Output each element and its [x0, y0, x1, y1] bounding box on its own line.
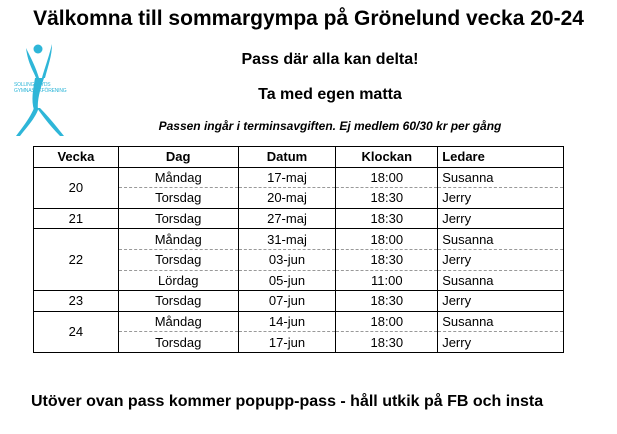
logo-text: [14, 82, 76, 94]
leader-cell: Jerry: [438, 332, 564, 353]
time-cell: 18:30: [336, 332, 438, 353]
leader-cell: Susanna: [438, 229, 564, 250]
day-cell: Måndag: [118, 167, 238, 188]
table-row: [34, 291, 564, 312]
leader-cell: Susanna: [438, 270, 564, 291]
subtitle-bring-mat: Ta med egen matta: [258, 86, 402, 103]
day-cell: Måndag: [118, 311, 238, 332]
subtitle-all-can-join: Pass där alla kan delta!: [241, 51, 419, 68]
table-row: [34, 167, 564, 188]
date-cell: 14-jun: [238, 311, 336, 332]
date-cell: 03-jun: [238, 249, 336, 270]
date-cell: 31-maj: [238, 229, 336, 250]
time-cell: 18:00: [336, 311, 438, 332]
header-klockan: Klockan: [336, 147, 438, 168]
date-cell: 17-jun: [238, 332, 336, 353]
date-cell: 07-jun: [238, 291, 336, 312]
logo-line1: SOLLINGARYDS: [14, 82, 51, 88]
day-cell: Torsdag: [118, 249, 238, 270]
date-cell: 20-maj: [238, 188, 336, 209]
page-title: Välkomna till sommargympa på Grönelund vecka 20-24: [33, 7, 584, 30]
day-cell: Torsdag: [118, 291, 238, 312]
day-cell: Torsdag: [118, 188, 238, 209]
table-row: [34, 208, 564, 229]
week-number: 22: [34, 229, 119, 291]
logo-line2: GYMNASTIKFÖRENING: [14, 88, 67, 94]
header-ledare: Ledare: [438, 147, 564, 168]
date-cell: 27-maj: [238, 208, 336, 229]
week-number: 21: [34, 208, 119, 229]
week-number: 24: [34, 311, 119, 352]
leader-cell: Susanna: [438, 167, 564, 188]
date-cell: 17-maj: [238, 167, 336, 188]
time-cell: 18:00: [336, 229, 438, 250]
leader-cell: Jerry: [438, 291, 564, 312]
schedule-table: [33, 146, 564, 353]
leader-cell: Jerry: [438, 208, 564, 229]
day-cell: Torsdag: [118, 208, 238, 229]
time-cell: 18:30: [336, 249, 438, 270]
header-datum: Datum: [238, 147, 336, 168]
time-cell: 18:30: [336, 208, 438, 229]
table-header-row: [34, 147, 564, 168]
leader-cell: Susanna: [438, 311, 564, 332]
week-number: 20: [34, 167, 119, 208]
table-row: [34, 229, 564, 250]
week-number: 23: [34, 291, 119, 312]
day-cell: Måndag: [118, 229, 238, 250]
day-cell: Lördag: [118, 270, 238, 291]
header-vecka: Vecka: [34, 147, 119, 168]
date-cell: 05-jun: [238, 270, 336, 291]
header-dag: Dag: [118, 147, 238, 168]
table-row: [34, 311, 564, 332]
leader-cell: Jerry: [438, 249, 564, 270]
fee-note: Passen ingår i terminsavgiften. Ej medlem 60/30 kr per gång: [158, 119, 502, 133]
time-cell: 18:00: [336, 167, 438, 188]
time-cell: 18:30: [336, 291, 438, 312]
footer-popup-note: Utöver ovan pass kommer popupp-pass - håll utkik på FB och insta: [31, 393, 544, 410]
day-cell: Torsdag: [118, 332, 238, 353]
time-cell: 11:00: [336, 270, 438, 291]
time-cell: 18:30: [336, 188, 438, 209]
leader-cell: Jerry: [438, 188, 564, 209]
